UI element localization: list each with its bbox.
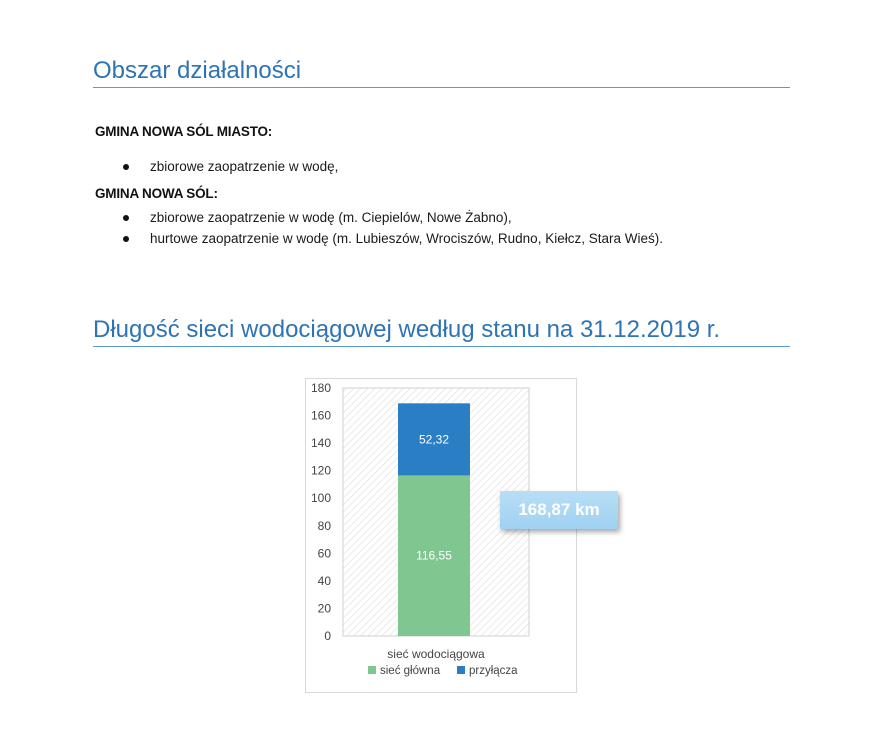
y-tick-label: 0 bbox=[324, 629, 331, 643]
y-tick-label: 120 bbox=[310, 463, 331, 478]
y-tick-label: 100 bbox=[310, 491, 331, 506]
bar-value-label: 52,32 bbox=[418, 432, 450, 447]
bar-value-label: 116,55 bbox=[416, 548, 452, 563]
legend-label-przylacza: przyłącza bbox=[469, 665, 518, 677]
list-item: zbiorowe zaopatrzenie w wodę (m. Ciepielów, Nowe Żabno), bbox=[120, 207, 663, 228]
heading-network-length: Długość sieci wodociągowej według stanu na 31.12.2019 r. bbox=[93, 315, 790, 347]
y-tick-label: 160 bbox=[310, 408, 331, 423]
section-title-city: GMINA NOWA SÓL MIASTO: bbox=[95, 124, 273, 139]
y-tick-label: 40 bbox=[317, 573, 331, 588]
list-city bbox=[120, 156, 338, 177]
y-tick-label: 140 bbox=[310, 436, 331, 451]
y-tick-label: 60 bbox=[317, 546, 331, 561]
chart-svg bbox=[306, 379, 576, 692]
list-item: hurtowe zaopatrzenie w wodę (m. Lubieszów, Wrociszów, Rudno, Kiełcz, Stara Wieś). bbox=[120, 228, 663, 249]
heading-service-area: Obszar działalności bbox=[93, 56, 790, 88]
list-item: zbiorowe zaopatrzenie w wodę, bbox=[120, 156, 338, 177]
y-tick-label: 180 bbox=[310, 381, 331, 395]
y-tick-label: 80 bbox=[317, 518, 331, 533]
legend bbox=[368, 665, 518, 677]
legend-swatch-glowna bbox=[368, 666, 376, 674]
section-title-commune: GMINA NOWA SÓL: bbox=[95, 186, 218, 201]
legend-swatch-przylacza bbox=[457, 666, 465, 674]
list-commune bbox=[120, 207, 663, 249]
legend-label-glowna: sieć główna bbox=[380, 665, 441, 677]
network-length-chart bbox=[305, 378, 577, 693]
y-tick-label: 20 bbox=[317, 601, 331, 616]
x-category-label: sieć wodociągowa bbox=[387, 647, 485, 661]
total-length-callout: 168,87 km bbox=[500, 491, 618, 529]
